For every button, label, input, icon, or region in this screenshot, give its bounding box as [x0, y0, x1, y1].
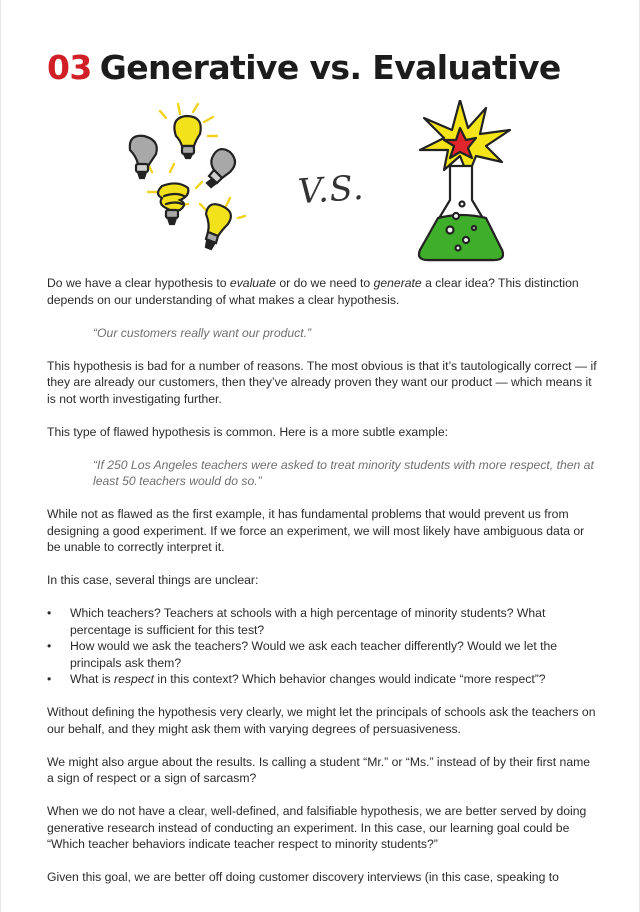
paragraph-flawed: This type of flawed hypothesis is common. Here is a more subtle example:	[47, 424, 449, 439]
vs-separator: V.S.	[296, 167, 366, 213]
quote-text-2: “If 250 Los Angeles teachers were asked to treat minority students with more respect, then at least 50 teachers would do so.”	[93, 457, 594, 488]
intro-paragraph	[47, 275, 597, 308]
paragraph-defining: Without defining the hypothesis very clearly, we might let the principals of schools ask the teachers on our behalf, and they might ask them with varying degrees of persuasiveness.	[47, 705, 596, 736]
intro-text-b: or do we need to	[276, 276, 374, 290]
quote-text-1: “Our customers really want our product.”	[93, 325, 312, 340]
unclear-list	[47, 605, 597, 688]
intro-text-c: a clear idea? This distinction depends on our understanding of what makes a clear hypothesis.	[47, 276, 579, 307]
page-title	[47, 48, 561, 87]
section-number: 03	[47, 48, 92, 87]
list-item	[47, 671, 597, 688]
title-text: Generative vs. Evaluative	[99, 48, 561, 87]
emphasis-generate: generate	[373, 276, 422, 290]
paragraph-unclear: In this case, several things are unclear:	[47, 573, 259, 587]
paragraph-generative: When we do not have a clear, well-defined, and falsifiable hypothesis, we are better served by doing generative research instead of conducting an experiment. In this case, our learning goal could be “Which teacher behaviors indicate teacher respect to minority students?”	[47, 804, 587, 851]
paragraph-tautology: This hypothesis is bad for a number of reasons. The most obvious is that it’s tautologically correct — if they are already our customers, then they’ve already proven they want our product — which means it is not worth investigating further.	[47, 358, 597, 406]
paragraph-problems: While not as flawed as the first example, it has fundamental problems that would prevent us from designing a good experiment. If we force an experiment, we will most likely have ambiguous data or be unable to correctly interpret it.	[47, 507, 585, 554]
list-item-text-a: What is	[70, 672, 115, 686]
hypothesis-quote-1	[93, 325, 597, 342]
hypothesis-quote-2	[93, 457, 597, 490]
page-border-left	[0, 0, 1, 912]
light-bulbs-icon	[118, 100, 248, 260]
exploding-flask-icon	[410, 100, 515, 265]
paragraph-discovery: Given this goal, we are better off doing customer discovery interviews (in this case, speaking to	[47, 870, 559, 884]
body-text	[47, 275, 597, 902]
emphasis-evaluate: evaluate	[229, 276, 276, 290]
list-item: • How would we ask the teachers? Would we ask each teacher differently? Would we let the principals ask them?	[47, 638, 597, 671]
intro-text-a: Do we have a clear hypothesis to	[47, 276, 230, 290]
list-item: • Which teachers? Teachers at schools with a high percentage of minority students? What percentage is sufficient for this test?	[47, 605, 597, 638]
list-item-text-b: in this context? Which behavior changes would indicate “more respect”?	[154, 672, 546, 686]
emphasis-respect: respect	[114, 672, 154, 686]
paragraph-results: We might also argue about the results. Is calling a student “Mr.” or “Ms.” instead of by their first name a sign of respect or a sign of sarcasm?	[47, 754, 591, 785]
